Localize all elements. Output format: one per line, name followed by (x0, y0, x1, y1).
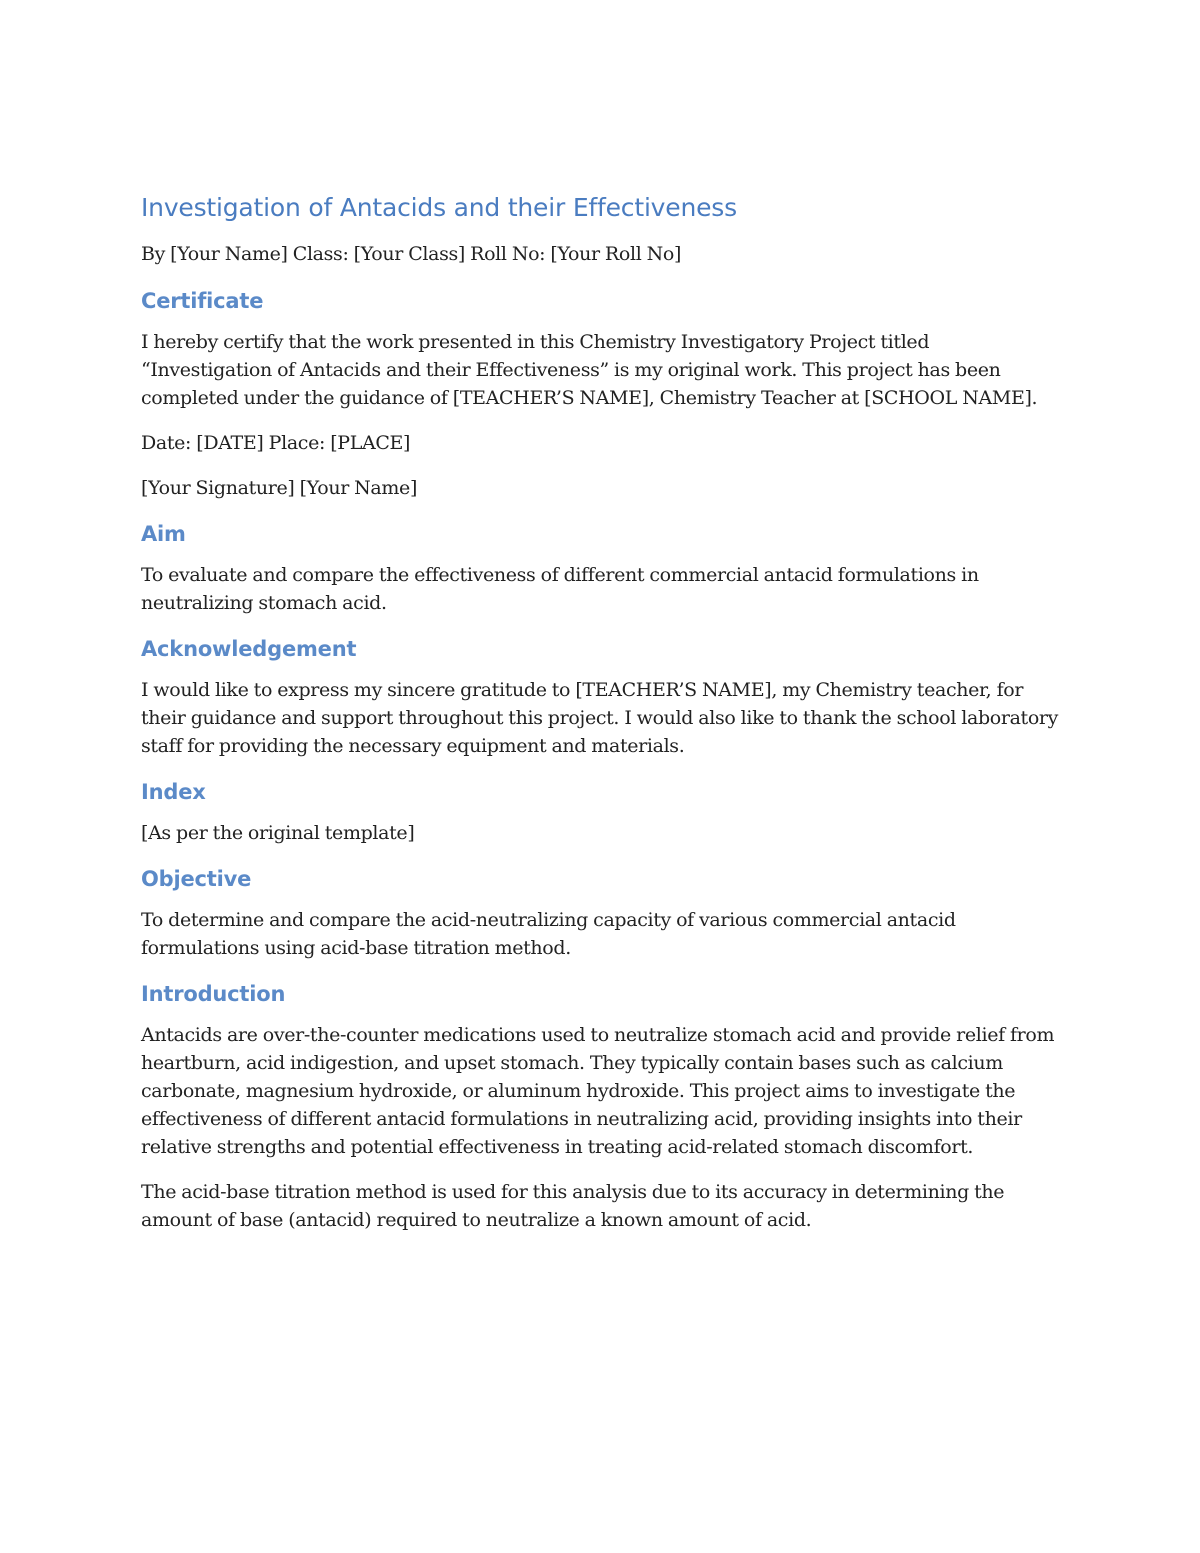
introduction-text-2: The acid-base titration method is used for this analysis due to its accuracy in determining the amount of base (antacid) required to neutralize a known amount of acid. (141, 1181, 1005, 1231)
byline: By [Your Name] Class: [Your Class] Roll No: [Your Roll No] (141, 243, 682, 265)
index-heading: Index (141, 780, 206, 804)
certificate-text: I hereby certify that the work presented in this Chemistry Investigatory Project titled “Investigation of Antacids and their Effectiveness” is my original work. This project has been completed under the guidance of [TEACHER’S NAME], Chemistry Teacher at [SCHOOL NAME]. (141, 331, 1038, 409)
index-text: [As per the original template] (141, 822, 415, 844)
objective-heading: Objective (141, 867, 252, 891)
aim-heading: Aim (141, 522, 186, 546)
document-page (141, 190, 1061, 1251)
signature-line: [Your Signature] [Your Name] (141, 477, 418, 499)
introduction-heading: Introduction (141, 982, 286, 1006)
aim-text: To evaluate and compare the effectiveness of different commercial antacid formulations in neutralizing stomach acid. (141, 564, 979, 614)
introduction-text: Antacids are over-the-counter medications used to neutralize stomach acid and provide relief from heartburn, acid indigestion, and upset stomach. They typically contain bases such as calcium carbonate, magnesium hydroxide, or aluminum hydroxide. This project aims to investigate the effectiveness of different antacid formulations in neutralizing acid, providing insights into their relative strengths and potential effectiveness in treating acid-related stomach discomfort. (141, 1024, 1055, 1158)
acknowledgement-heading: Acknowledgement (141, 637, 357, 661)
date-place-line: Date: [DATE] Place: [PLACE] (141, 432, 411, 454)
objective-text: To determine and compare the acid-neutralizing capacity of various commercial antacid formulations using acid-base titration method. (141, 909, 956, 959)
document-title: Investigation of Antacids and their Effectiveness (141, 193, 737, 222)
acknowledgement-text: I would like to express my sincere gratitude to [TEACHER’S NAME], my Chemistry teacher, for their guidance and support throughout this project. I would also like to thank the school laboratory staff for providing the necessary equipment and materials. (141, 679, 1059, 757)
certificate-heading: Certificate (141, 289, 264, 313)
